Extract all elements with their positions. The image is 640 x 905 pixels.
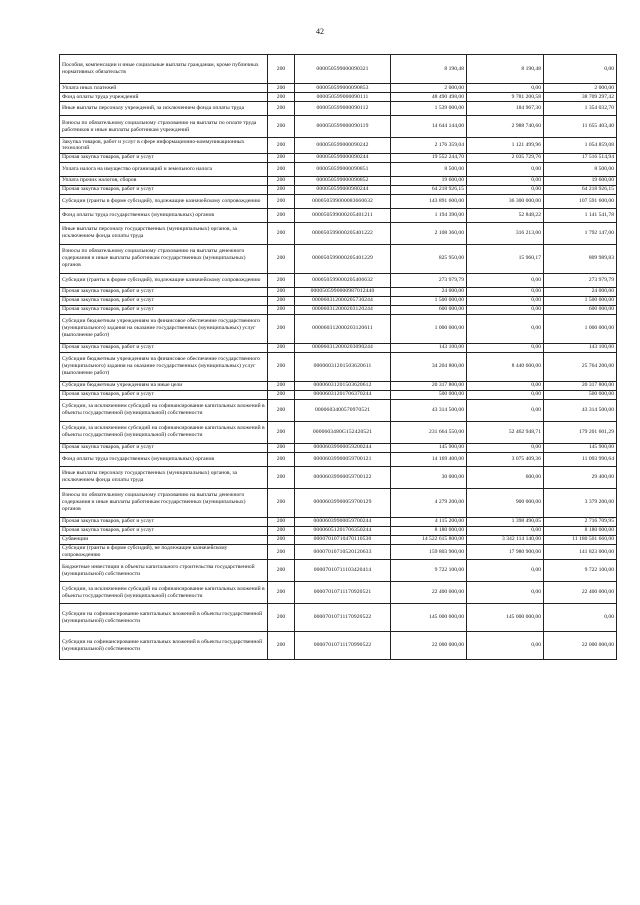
table-row: [60, 443, 617, 452]
row-kbk-code: 00007010711170990522: [295, 632, 391, 660]
row-name: Субсидии бюджетным учреждениям на финансовое обеспечение государственного (муниципального) задания на оказание государственных (муниципальных) услуг (выполнение работ): [60, 314, 268, 343]
table-row: [60, 116, 617, 138]
row-remainder-amount: 2 000,00: [544, 84, 617, 93]
row-approved-amount: 9 722 100,00: [391, 560, 467, 582]
row-remainder-amount: 9 722 100,00: [544, 560, 617, 582]
row-code: 200: [268, 421, 295, 443]
row-name: Фонд оплаты труда государственных (муниципальных) органов: [60, 452, 268, 466]
row-remainder-amount: 809 989,83: [544, 244, 617, 273]
row-executed-amount: 0,00: [467, 443, 544, 452]
table-row: [60, 535, 617, 544]
row-approved-amount: 43 314 500,00: [391, 399, 467, 421]
row-kbk-code: 00006039900059700244: [295, 517, 391, 526]
row-approved-amount: 145 900,00: [391, 443, 467, 452]
row-executed-amount: 0,00: [467, 162, 544, 176]
table-row: [60, 93, 617, 102]
row-name: Уплата прочих налогов, сборов: [60, 176, 268, 185]
table-row: [60, 55, 617, 84]
row-approved-amount: 22 000 000,00: [391, 632, 467, 660]
row-name: Бюджетные инвестиции в объекты капитального строительства государственной (муниципальной) собственности: [60, 560, 268, 582]
table-row: [60, 287, 617, 296]
row-code: 200: [268, 466, 295, 488]
row-code: 200: [268, 582, 295, 604]
row-kbk-code: 000060312000203120244: [295, 305, 391, 314]
row-name: Иные выплаты персоналу учреждений, за исключением фонда оплаты труда: [60, 102, 268, 116]
table-row: [60, 604, 617, 632]
row-kbk-code: 00006039900059700129: [295, 488, 391, 517]
row-remainder-amount: 500 000,00: [544, 390, 617, 399]
budget-execution-table: [59, 54, 617, 660]
row-remainder-amount: 25 764 200,00: [544, 352, 617, 381]
row-code: 200: [268, 488, 295, 517]
row-approved-amount: 2 000,00: [391, 84, 467, 93]
row-remainder-amount: 1 354 032,70: [544, 102, 617, 116]
row-approved-amount: 22 400 000,00: [391, 582, 467, 604]
row-name: Иные выплаты персоналу государственных (муниципальных) органов, за исключением фонда оплаты труда: [60, 222, 268, 244]
table-row: [60, 452, 617, 466]
row-remainder-amount: 179 201 601,29: [544, 421, 617, 443]
row-kbk-code: 000050599000205406632: [295, 273, 391, 287]
row-approved-amount: 19 552 244,70: [391, 153, 467, 162]
row-kbk-code: 00006039900059700122: [295, 466, 391, 488]
table-row: [60, 162, 617, 176]
row-remainder-amount: 64 218 926,15: [544, 185, 617, 194]
row-kbk-code: 00006039900059700121: [295, 452, 391, 466]
row-code: 200: [268, 153, 295, 162]
table-row: [60, 421, 617, 443]
table-row: [60, 632, 617, 660]
row-code: 200: [268, 93, 295, 102]
row-kbk-code: 00007010710520120633: [295, 544, 391, 560]
table-row: [60, 526, 617, 535]
row-approved-amount: 19 600,00: [391, 176, 467, 185]
row-kbk-code: 0000505990000987012440: [295, 287, 391, 296]
row-approved-amount: 24 000,00: [391, 287, 467, 296]
row-name: Субсидии на софинансирование капитальных вложений в объекты государственной (муниципальной) собственности: [60, 632, 268, 660]
table-row: [60, 314, 617, 343]
table-row: [60, 582, 617, 604]
row-name: Прочая закупка товаров, работ и услуг: [60, 153, 268, 162]
row-name: Прочая закупка товаров, работ и услуг: [60, 296, 268, 305]
row-code: 200: [268, 102, 295, 116]
row-executed-amount: 0,00: [467, 185, 544, 194]
row-code: 200: [268, 352, 295, 381]
row-approved-amount: 14 522 615 800,00: [391, 535, 467, 544]
table-row: [60, 222, 617, 244]
row-kbk-code: 000060312000203090244: [295, 343, 391, 352]
row-approved-amount: 2 108 360,00: [391, 222, 467, 244]
row-kbk-code: 00007010711103420414: [295, 560, 391, 582]
row-executed-amount: 0,00: [467, 343, 544, 352]
row-code: 200: [268, 443, 295, 452]
row-approved-amount: 273 979,79: [391, 273, 467, 287]
table-row: [60, 466, 617, 488]
row-remainder-amount: 1 000 000,00: [544, 314, 617, 343]
row-approved-amount: 4 115 200,00: [391, 517, 467, 526]
row-remainder-amount: 8 500,00: [544, 162, 617, 176]
row-code: 200: [268, 343, 295, 352]
row-executed-amount: 3 075 409,36: [467, 452, 544, 466]
row-executed-amount: 0,00: [467, 287, 544, 296]
row-remainder-amount: 11 655 403,40: [544, 116, 617, 138]
table-row: [60, 244, 617, 273]
row-executed-amount: 3 342 114 140,00: [467, 535, 544, 544]
table-row: [60, 305, 617, 314]
row-kbk-code: 000050599000090244: [295, 153, 391, 162]
row-approved-amount: 500 000,00: [391, 390, 467, 399]
row-remainder-amount: 24 000,00: [544, 287, 617, 296]
row-code: 200: [268, 452, 295, 466]
row-executed-amount: 36 300 000,00: [467, 194, 544, 208]
row-code: 200: [268, 176, 295, 185]
table-row: [60, 194, 617, 208]
row-code: 200: [268, 287, 295, 296]
row-executed-amount: 0,00: [467, 84, 544, 93]
row-kbk-code: 00006031201503620612: [295, 381, 391, 390]
row-code: 200: [268, 314, 295, 343]
row-code: 200: [268, 632, 295, 660]
row-remainder-amount: 0,00: [544, 55, 617, 84]
row-remainder-amount: 1 500 000,00: [544, 296, 617, 305]
row-remainder-amount: 600 000,00: [544, 305, 617, 314]
row-remainder-amount: 38 709 297,42: [544, 93, 617, 102]
row-kbk-code: 0000603480G152420521: [295, 421, 391, 443]
row-approved-amount: 30 000,00: [391, 466, 467, 488]
row-code: 200: [268, 390, 295, 399]
row-executed-amount: 1 121 499,96: [467, 138, 544, 154]
row-code: 200: [268, 84, 295, 93]
row-remainder-amount: 17 516 514,94: [544, 153, 617, 162]
row-approved-amount: 825 950,00: [391, 244, 467, 273]
row-code: 200: [268, 222, 295, 244]
row-executed-amount: 52 462 948,71: [467, 421, 544, 443]
row-name: Субсидии (гранты в форме субсидий), подлежащие казначейскому сопровождению: [60, 194, 268, 208]
row-code: 200: [268, 185, 295, 194]
row-approved-amount: 143 891 600,00: [391, 194, 467, 208]
row-remainder-amount: 145 900,00: [544, 443, 617, 452]
row-approved-amount: 8 190,48: [391, 55, 467, 84]
row-approved-amount: 34 204 800,00: [391, 352, 467, 381]
row-kbk-code: 000050599000205401222: [295, 222, 391, 244]
row-kbk-code: 000050599000090853: [295, 84, 391, 93]
row-name: Закупка товаров, работ и услуг в сфере информационно-коммуникационных технологий: [60, 138, 268, 154]
row-approved-amount: 48 490 498,00: [391, 93, 467, 102]
row-name: Субсидии бюджетным учреждениям на финансовое обеспечение государственного (муниципального) задания на оказание государственных (муниципальных) услуг (выполнение работ): [60, 352, 268, 381]
row-name: Прочая закупка товаров, работ и услуг: [60, 305, 268, 314]
row-approved-amount: 145 000 000,00: [391, 604, 467, 632]
row-kbk-code: 00006051201706350244: [295, 526, 391, 535]
row-code: 200: [268, 138, 295, 154]
row-executed-amount: 8 190,48: [467, 55, 544, 84]
row-executed-amount: 8 440 600,00: [467, 352, 544, 381]
row-kbk-code: 000050599000205401229: [295, 244, 391, 273]
row-kbk-code: 00007010710470110530: [295, 535, 391, 544]
row-code: 200: [268, 162, 295, 176]
table-row: [60, 488, 617, 517]
row-approved-amount: 231 664 550,00: [391, 421, 467, 443]
row-executed-amount: 0,00: [467, 560, 544, 582]
table-row: [60, 84, 617, 93]
row-executed-amount: 0,00: [467, 273, 544, 287]
row-kbk-code: 0000603400570970521: [295, 399, 391, 421]
row-remainder-amount: 2 716 709,95: [544, 517, 617, 526]
row-name: Субсидии на софинансирование капитальных вложений в объекты государственной (муниципальной) собственности: [60, 604, 268, 632]
row-remainder-amount: 11 180 501 660,00: [544, 535, 617, 544]
row-code: 200: [268, 517, 295, 526]
row-executed-amount: 15 960,17: [467, 244, 544, 273]
row-kbk-code: 000050599000090111: [295, 93, 391, 102]
row-remainder-amount: 29 400,00: [544, 466, 617, 488]
row-code: 200: [268, 244, 295, 273]
row-approved-amount: 143 100,00: [391, 343, 467, 352]
table-row: [60, 544, 617, 560]
row-kbk-code: 000050599000980244: [295, 185, 391, 194]
row-code: 200: [268, 116, 295, 138]
row-code: 200: [268, 194, 295, 208]
row-kbk-code: 000060312000203120611: [295, 314, 391, 343]
row-executed-amount: 316 213,00: [467, 222, 544, 244]
row-name: Субсидии, за исключением субсидий на софинансирование капитальных вложений в объекты государственной (муниципальной) собственности: [60, 399, 268, 421]
row-name: Субвенции: [60, 535, 268, 544]
row-remainder-amount: 22 000 000,00: [544, 632, 617, 660]
row-kbk-code: 000050599000205401211: [295, 208, 391, 222]
row-executed-amount: 1 398 490,05: [467, 517, 544, 526]
row-name: Прочая закупка товаров, работ и услуг: [60, 390, 268, 399]
row-remainder-amount: 0,00: [544, 604, 617, 632]
table-row: [60, 352, 617, 381]
row-kbk-code: 000050599000090851: [295, 162, 391, 176]
row-executed-amount: 600,00: [467, 466, 544, 488]
row-remainder-amount: 11 093 990,64: [544, 452, 617, 466]
table-row: [60, 273, 617, 287]
row-executed-amount: 0,00: [467, 390, 544, 399]
row-name: Иные выплаты персоналу государственных (муниципальных) органов, за исключением фонда оплаты труда: [60, 466, 268, 488]
table-row: [60, 343, 617, 352]
row-executed-amount: 52 848,22: [467, 208, 544, 222]
row-remainder-amount: 1 792 147,00: [544, 222, 617, 244]
row-name: Прочая закупка товаров, работ и услуг: [60, 517, 268, 526]
row-kbk-code: 000050599000090321: [295, 55, 391, 84]
table-row: [60, 185, 617, 194]
row-kbk-code: 000050599000090112: [295, 102, 391, 116]
row-executed-amount: 0,00: [467, 582, 544, 604]
row-kbk-code: 00006031201503620611: [295, 352, 391, 381]
row-remainder-amount: 143 100,00: [544, 343, 617, 352]
row-code: 200: [268, 296, 295, 305]
row-name: Субсидии (гранты в форме субсидий), подлежащие казначейскому сопровождению: [60, 273, 268, 287]
row-kbk-code: 000050599000090119: [295, 116, 391, 138]
row-remainder-amount: 22 400 000,00: [544, 582, 617, 604]
row-remainder-amount: 43 314 500,00: [544, 399, 617, 421]
row-remainder-amount: 141 823 000,00: [544, 544, 617, 560]
row-approved-amount: 159 803 900,00: [391, 544, 467, 560]
row-code: 200: [268, 208, 295, 222]
row-name: Взносы по обязательному социальному страхованию на выплаты по оплате труда работников и иные выплаты работникам учреждений: [60, 116, 268, 138]
row-remainder-amount: 3 379 200,00: [544, 488, 617, 517]
row-code: 200: [268, 560, 295, 582]
row-name: Прочая закупка товаров, работ и услуг: [60, 526, 268, 535]
row-approved-amount: 14 644 144,00: [391, 116, 467, 138]
row-approved-amount: 4 279 200,00: [391, 488, 467, 517]
row-name: Уплата налога на имущество организаций и земельного налога: [60, 162, 268, 176]
table-row: [60, 138, 617, 154]
row-approved-amount: 1 500 000,00: [391, 296, 467, 305]
row-executed-amount: 145 000 000,00: [467, 604, 544, 632]
row-executed-amount: 0,00: [467, 399, 544, 421]
table-row: [60, 153, 617, 162]
row-code: 200: [268, 305, 295, 314]
table-row: [60, 176, 617, 185]
row-code: 200: [268, 604, 295, 632]
row-executed-amount: 900 000,00: [467, 488, 544, 517]
row-approved-amount: 64 218 926,15: [391, 185, 467, 194]
row-code: 200: [268, 526, 295, 535]
row-remainder-amount: 19 600,00: [544, 176, 617, 185]
row-name: Субсидии бюджетным учреждениям на иные цели: [60, 381, 268, 390]
row-name: Уплата иных платежей: [60, 84, 268, 93]
row-kbk-code: 00007010711170920521: [295, 582, 391, 604]
row-executed-amount: 0,00: [467, 632, 544, 660]
row-approved-amount: 1 194 390,00: [391, 208, 467, 222]
row-kbk-code: 00006039900059200244: [295, 443, 391, 452]
row-name: Взносы по обязательному социальному страхованию на выплаты денежного содержания и иные выплаты работникам государственных (муниципальных) органов: [60, 488, 268, 517]
row-kbk-code: 00006031201706370244: [295, 390, 391, 399]
row-executed-amount: 17 980 900,00: [467, 544, 544, 560]
row-name: Прочая закупка товаров, работ и услуг: [60, 287, 268, 296]
row-approved-amount: 1 000 000,00: [391, 314, 467, 343]
row-executed-amount: 0,00: [467, 381, 544, 390]
row-kbk-code: 000060312000205730244: [295, 296, 391, 305]
row-executed-amount: 184 967,30: [467, 102, 544, 116]
row-name: Прочая закупка товаров, работ и услуг: [60, 185, 268, 194]
row-code: 200: [268, 381, 295, 390]
table-row: [60, 517, 617, 526]
row-name: Фонд оплаты труда государственных (муниципальных) органов: [60, 208, 268, 222]
table-row: [60, 381, 617, 390]
row-executed-amount: 0,00: [467, 314, 544, 343]
row-executed-amount: 0,00: [467, 305, 544, 314]
row-executed-amount: 9 781 200,58: [467, 93, 544, 102]
row-name: Прочая закупка товаров, работ и услуг: [60, 443, 268, 452]
row-executed-amount: 2 988 740,60: [467, 116, 544, 138]
page-number: 42: [316, 27, 324, 36]
row-remainder-amount: 1 054 859,08: [544, 138, 617, 154]
row-executed-amount: 0,00: [467, 526, 544, 535]
row-approved-amount: 14 169 400,00: [391, 452, 467, 466]
row-code: 200: [268, 399, 295, 421]
row-code: 200: [268, 273, 295, 287]
row-name: Взносы по обязательному социальному страхованию на выплаты денежного содержания и иные выплаты работникам государственных (муниципальных) органов: [60, 244, 268, 273]
row-name: Субсидии, за исключением субсидий на софинансирование капитальных вложений в объекты государственной (муниципальной) собственности: [60, 421, 268, 443]
row-name: Субсидии (гранты в форме субсидий), не подлежащие казначейскому сопровождению: [60, 544, 268, 560]
row-approved-amount: 1 539 000,00: [391, 102, 467, 116]
table-row: [60, 296, 617, 305]
row-remainder-amount: 107 591 600,00: [544, 194, 617, 208]
row-remainder-amount: 8 180 000,00: [544, 526, 617, 535]
row-kbk-code: 000050599000090242: [295, 138, 391, 154]
row-remainder-amount: 1 141 541,78: [544, 208, 617, 222]
table-row: [60, 399, 617, 421]
table-row: [60, 560, 617, 582]
row-name: Субсидии, за исключением субсидий на софинансирование капитальных вложений в объекты государственной (муниципальной) собственности: [60, 582, 268, 604]
row-approved-amount: 8 180 000,00: [391, 526, 467, 535]
row-approved-amount: 2 176 359,04: [391, 138, 467, 154]
row-kbk-code: 000050599000090852: [295, 176, 391, 185]
row-executed-amount: 2 035 729,76: [467, 153, 544, 162]
row-approved-amount: 600 000,00: [391, 305, 467, 314]
row-executed-amount: 0,00: [467, 296, 544, 305]
row-name: Прочая закупка товаров, работ и услуг: [60, 343, 268, 352]
row-approved-amount: 20 317 800,00: [391, 381, 467, 390]
row-kbk-code: 000050599000083660632: [295, 194, 391, 208]
row-executed-amount: 0,00: [467, 176, 544, 185]
table-row: [60, 102, 617, 116]
table-row: [60, 390, 617, 399]
table-row: [60, 208, 617, 222]
row-remainder-amount: 20 317 800,00: [544, 381, 617, 390]
row-code: 200: [268, 544, 295, 560]
row-code: 200: [268, 55, 295, 84]
row-name: Фонд оплаты труда учреждений: [60, 93, 268, 102]
row-name: Пособия, компенсации и иные социальные выплаты гражданам, кроме публичных нормативных обязательств: [60, 55, 268, 84]
row-approved-amount: 8 500,00: [391, 162, 467, 176]
row-code: 200: [268, 535, 295, 544]
row-remainder-amount: 273 979,79: [544, 273, 617, 287]
row-kbk-code: 00007010711170920522: [295, 604, 391, 632]
